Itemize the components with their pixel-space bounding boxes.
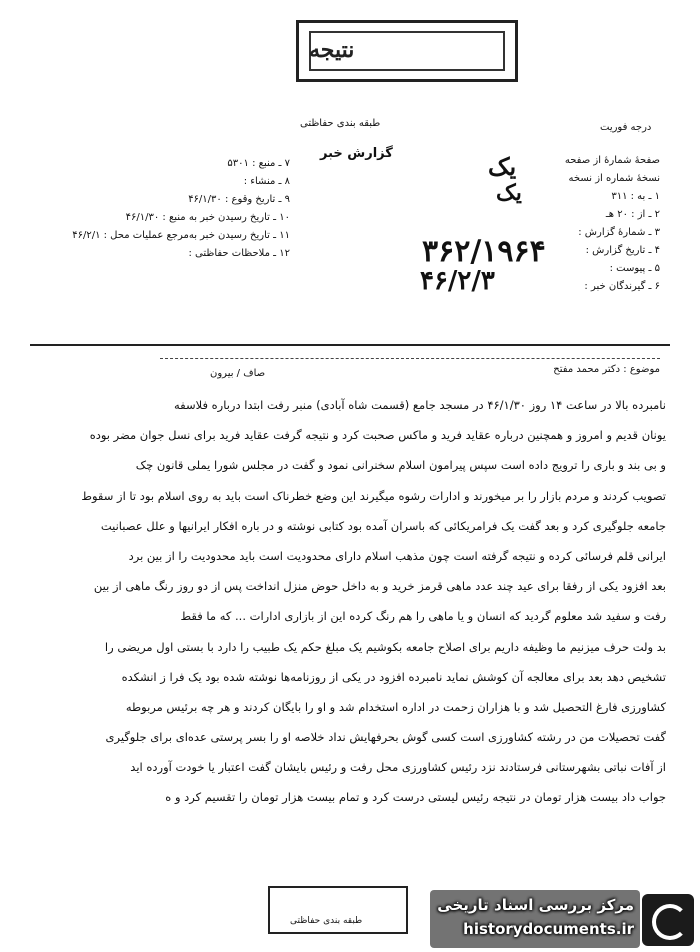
aux-label: صاف / بیرون — [210, 368, 266, 379]
body-line: کشاورزی فارغ التحصیل شد و با هزاران زحمت در اداره استخدام شد و او را بایگان کردند و هر چه برئیس مربوطه — [125, 699, 666, 714]
field-attachment: ۵ ـ پیوست : — [609, 263, 660, 274]
subject-line: موضوع : دکتر محمد مفتح — [553, 364, 660, 375]
report-body — [26, 390, 666, 813]
body-line: نامبرده بالا در ساعت ۱۴ روز ۴۶/۱/۳۰ در مسجد جامع (قسمت شاه آبادی) منبر رفت ابتدا درباره فلاسفه — [173, 398, 666, 412]
body-line: بد ولت حرف میزنیم ما وظیفه داریم برای اصلاح جامعه بکوشیم یک مبلغ حکم یک طبیب را دارد با بستی اول مریضی را — [104, 639, 666, 654]
field-received-source-date: ۱۰ ـ تاریخ رسیدن خبر به منبع : ۴۶/۱/۳۰ — [125, 212, 290, 223]
watermark-text: مرکز بررسی اسناد تاریخی — [437, 896, 634, 914]
archive-logo-icon — [642, 894, 694, 946]
bottom-classification: طبقه بندی حفاظتی — [290, 916, 363, 926]
watermark — [430, 890, 700, 952]
stamp-scrawl: ﻧﺘﻴﺠﻪ — [309, 37, 355, 63]
bottom-stamp — [268, 886, 408, 934]
priority-label: درجه فوریت — [600, 122, 652, 133]
body-line: ایرانی قلم فرسائی کرده و نتیجه گرفته است چون مذهب اسلام دارای محدودیت است باید محدودیت را از بین برد — [128, 548, 666, 563]
divider-dashes — [160, 358, 660, 359]
body-line: تشخیص دهد بعد برای معالجه آن کوشش نماید نامبرده افزود در یکی از روزنامه‌ها نوشته شده بود یک فرا ز انشکده — [121, 669, 666, 684]
divider-line — [30, 344, 670, 346]
top-stamp — [296, 20, 518, 82]
body-line: گفت تحصیلات من در رشته کشاورزی است کسی گوش بحرفهایش نداد خلاصه او را بسر پرستی عده‌ای برای جلوگیری — [105, 730, 666, 745]
watermark-url: historydocuments.ir — [463, 920, 634, 938]
body-line: تصویب کردند و مردم بازار را بر میخورند و ادارات رشوه میگیرند این وضع خطرناک است باید به روی اسلام بود تا از سقوط — [81, 488, 666, 503]
field-security-notes: ۱۲ ـ ملاحظات حفاظتی : — [188, 248, 290, 259]
field-from: ۲ ـ از : ۲۰ هـ — [605, 209, 660, 220]
body-line: و بی بند و باری را ترویج داده است سپس پیرامون اسلام سخنرانی نمود و گفت در مجلس شورا یملی قانون چک — [135, 458, 666, 473]
handwritten-report-number: ۳۶۲/۱۹۶۴ — [422, 234, 546, 269]
field-source: ۷ ـ منبع : ۵۳۰۱ — [227, 158, 290, 169]
body-line: بعد افزود یکی از رفقا برای عید چند عدد ماهی قرمز خرید و به داخل حوض منزل انداخت پس از دو روز رنگ ماهی از بین — [93, 579, 666, 594]
field-received-local-date: ۱۱ ـ تاریخ رسیدن خبر به‌مرجع عملیات محل : ۴۶/۲/۱ — [72, 230, 290, 241]
body-line: رفت و سفید شد معلوم گردید که انسان و یا ماهی را هم رنگ کرده این از بازاری ادارات ... که ما فقط — [180, 609, 666, 624]
handwritten-copy-mark: یک — [496, 180, 522, 206]
report-title: گزارش خبر — [320, 146, 393, 161]
body-line: یونان قدیم و امروز و همچنین درباره عقاید فرید و ماکس صحبت کرد و نتیجه گرفت عقاید فرید برای نسل جوان مضر بوده — [89, 428, 666, 443]
body-line: از آفات نباتی بشهرستانی فرستادند نزد رئیس کشاورزی محل رفت و رئیس بایشان گفت اعتبار یا خودت آورده اید — [130, 760, 666, 775]
classification-label: طبقه بندی حفاظتی — [300, 118, 381, 129]
field-report-number: ۳ ـ شمارهٔ گزارش : — [578, 227, 660, 238]
field-page-number: صفحهٔ شمارهٔ از صفحه — [564, 155, 660, 166]
field-event-date: ۹ ـ تاریخ وقوع : ۴۶/۱/۳۰ — [188, 194, 290, 205]
handwritten-page-mark: یک — [488, 152, 517, 181]
field-to: ۱ ـ به : ۳۱۱ — [611, 191, 660, 202]
handwritten-report-date: ۴۶/۲/۳ — [420, 266, 495, 296]
field-origin: ۸ ـ منشاء : — [243, 176, 290, 187]
field-copy-number: نسخهٔ شماره از نسخه — [568, 173, 660, 184]
body-line: جامعه جلوگیری کرد و بعد گفت یک فرامریکائی که باسران آمده بود کتابی نوشته و در باره افکار ایرانیها و علل عصبانیت — [100, 518, 666, 533]
left-fields — [40, 158, 290, 266]
field-recipients: ۶ ـ گیرندگان خبر : — [584, 281, 660, 292]
body-line: جواب داد بیست هزار تومان در نتیجه رئیس لیستی درست کرد و تمام بیست هزار تومان را تقسیم کرد و ه — [165, 790, 666, 805]
field-report-date: ۴ ـ تاریخ گزارش : — [585, 245, 660, 256]
